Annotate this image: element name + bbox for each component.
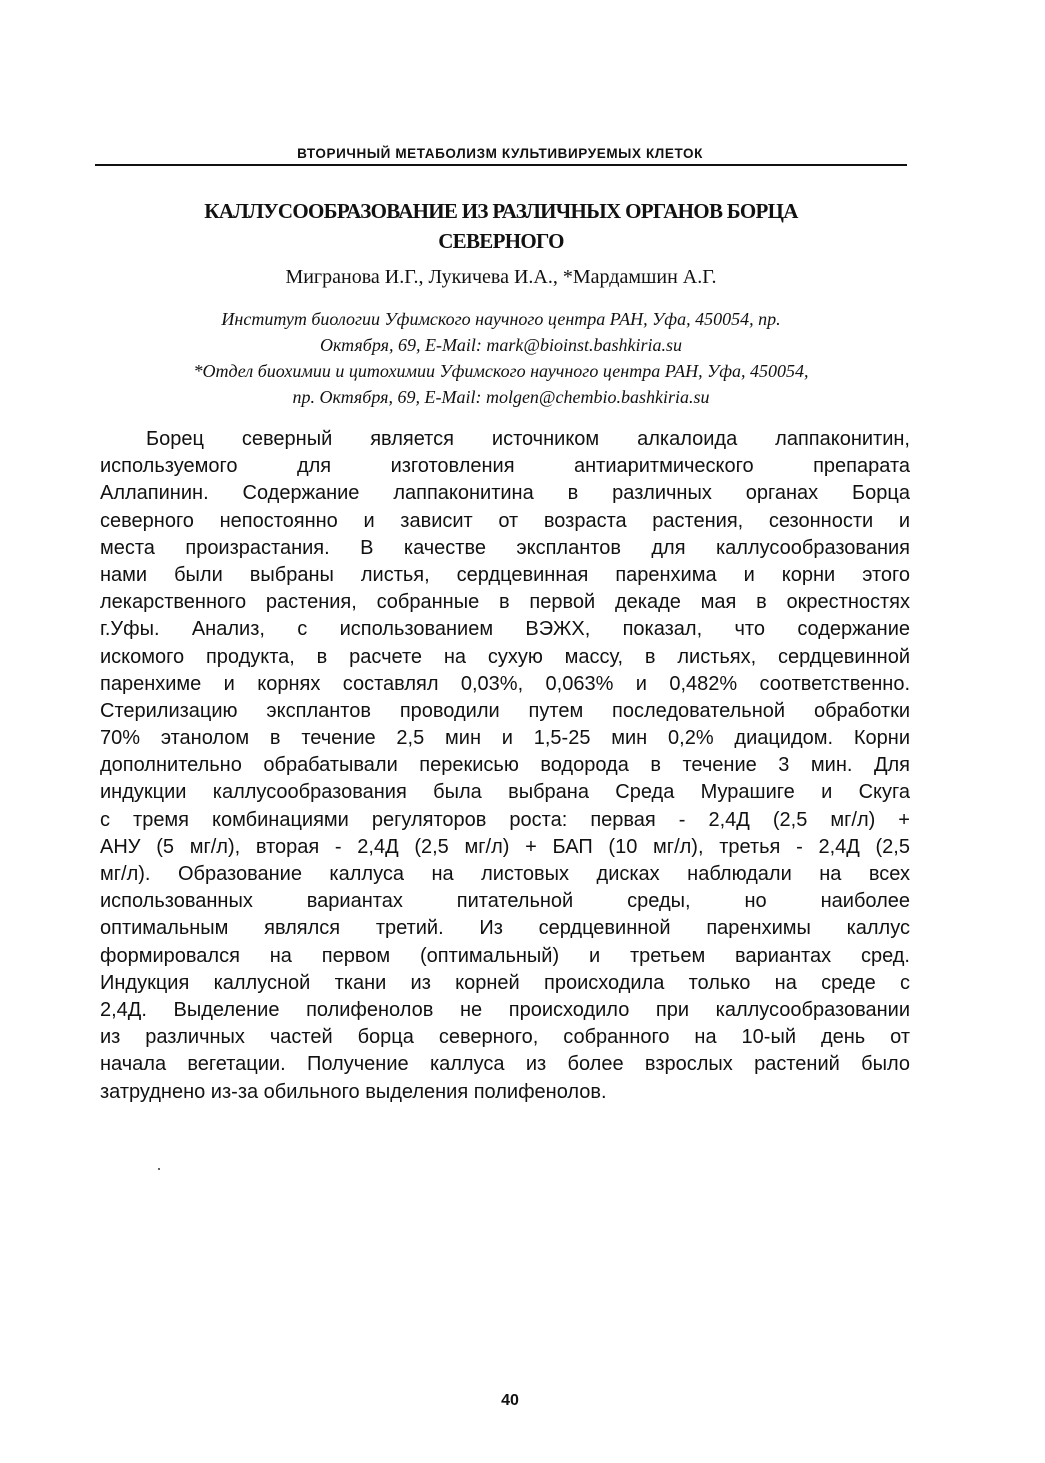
abstract-body: [100, 426, 910, 1106]
body-line: с тремя комбинациями регуляторов роста: первая - 2,4Д (2,5 мг/л) +: [100, 808, 910, 831]
running-header: ВТОРИЧНЫЙ МЕТАБОЛИЗМ КУЛЬТИВИРУЕМЫХ КЛЕТОК: [297, 146, 703, 161]
body-line: оптимальным являлся третий. Из сердцевинной паренхимы каллус: [100, 917, 910, 940]
affiliation-2-line-2: пр. Октября, 69, E-Mail: molgen@chembio.bashkiria.su: [292, 387, 710, 407]
affiliation-1: [95, 306, 907, 358]
body-line: северного непостоянно и зависит от возраста растения, сезонности и: [100, 509, 910, 532]
body-line: 2,4Д. Выделение полифенолов не происходило при каллусообразовании: [100, 998, 910, 1021]
body-line: нами были выбраны листья, сердцевинная паренхима и корни этого: [100, 563, 910, 586]
title-line-1: КАЛЛУСООБРАЗОВАНИЕ ИЗ РАЗЛИЧНЫХ ОРГАНОВ БОРЦА: [204, 199, 798, 223]
body-line: 70% этанолом в течение 2,5 мин и 1,5-25 мин 0,2% диацидом. Корни: [100, 727, 910, 750]
affiliation-1-line-1: Институт биологии Уфимского научного центра РАН, Уфа, 450054, пр.: [221, 309, 781, 329]
body-line: из различных частей борца северного, собранного на 10-ый день от: [100, 1026, 910, 1049]
body-line: паренхиме и корнях составлял 0,03%, 0,063% и 0,482% соответственно.: [100, 672, 910, 695]
article-title: [95, 196, 907, 256]
body-line: затруднено из-за обильного выделения полифенолов.: [100, 1080, 607, 1103]
body-line: искомого продукта, в расчете на сухую массу, в листьях, сердцевинной: [100, 645, 910, 668]
body-line: индукции каллусообразования была выбрана Среда Мурашиге и Скуга: [100, 781, 910, 804]
body-line: формировался на первом (оптимальный) и третьем вариантах сред.: [100, 944, 910, 967]
body-line: АНУ (5 мг/л), вторая - 2,4Д (2,5 мг/л) + БАП (10 мг/л), третья - 2,4Д (2,5: [100, 835, 910, 858]
authors: Мигранова И.Г., Лукичева И.А., *Мардамшин А.Г.: [285, 266, 717, 288]
body-line: мг/л). Образование каллуса на листовых дисках наблюдали на всех: [100, 863, 910, 885]
body-line: использованных вариантах питательной среды, но наиболее: [100, 890, 910, 913]
body-line: Стерилизацию эксплантов проводили путем последовательной обработки: [100, 699, 910, 722]
body-line: Борец северный является источником алкалоида лаппаконитин,: [146, 428, 910, 450]
affiliation-2-line-1: *Отдел биохимии и цитохимии Уфимского научного центра РАН, Уфа, 450054,: [193, 361, 809, 381]
body-line: начала вегетации. Получение каллуса из более взрослых растений было: [100, 1053, 910, 1076]
affiliation-2: [95, 358, 907, 410]
header-rule: [95, 164, 907, 166]
body-line: лекарственного растения, собранные в первой декаде мая в окрестностях: [100, 591, 910, 614]
scan-speck: [158, 1168, 160, 1170]
body-line: Индукция каллусной ткани из корней происходила только на среде с: [100, 971, 910, 994]
body-line: дополнительно обрабатывали перекисью водорода в течение 3 мин. Для: [100, 754, 910, 777]
title-line-2: СЕВЕРНОГО: [438, 229, 564, 253]
body-line: используемого для изготовления антиаритмического препарата: [100, 455, 910, 478]
body-line: Аллапинин. Содержание лаппаконитина в различных органах Борца: [100, 482, 910, 505]
body-line: г.Уфы. Анализ, с использованием ВЭЖХ, показал, что содержание: [100, 618, 910, 641]
affiliation-1-line-2: Октября, 69, E-Mail: mark@bioinst.bashkiria.su: [320, 335, 682, 355]
page-number: 40: [501, 1392, 519, 1409]
body-line: места произрастания. В качестве эксплантов для каллусообразования: [100, 536, 910, 559]
